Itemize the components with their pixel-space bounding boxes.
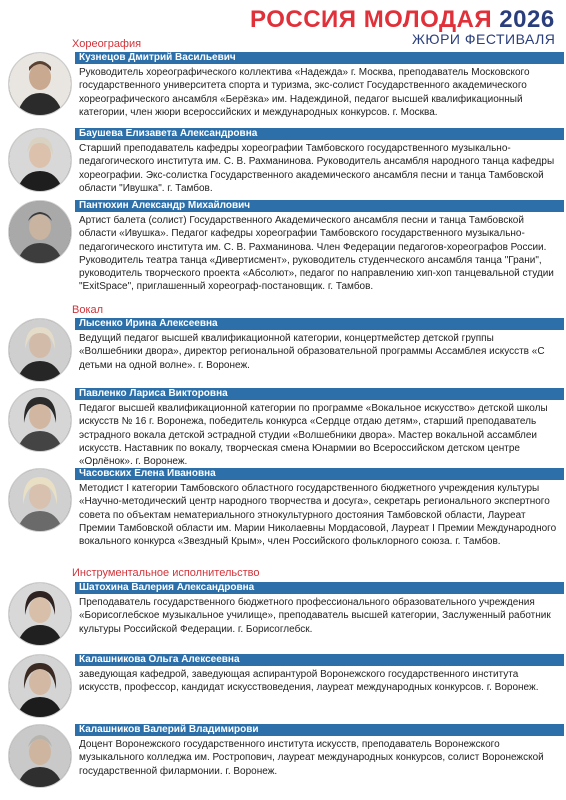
jury-name: Калашникова Ольга Алексеевна (75, 654, 564, 666)
jury-bio: заведующая кафедрой, заведующая аспирантурой Воронежского государственного института искусств, профессор, кандидат искусствоведения, лауреат международных конкурсов. г. Воронеж. (79, 669, 539, 694)
avatar (8, 52, 72, 116)
avatar (8, 318, 72, 382)
jury-card (8, 724, 564, 794)
festival-title (250, 6, 555, 34)
avatar (8, 724, 72, 788)
jury-name: Часовских Елена Ивановна (75, 468, 564, 480)
jury-subtitle: ЖЮРИ ФЕСТИВАЛЯ (412, 31, 556, 47)
festival-year: 2026 (499, 6, 555, 33)
jury-card (8, 52, 564, 128)
jury-bio: Доцент Воронежского государственного института искусств, преподаватель Воронежского музыкального колледжа им. Ростропович, лауреат международных конкурсов, солист Воронежской государственной филармонии. г. Воронеж. (79, 739, 544, 777)
festival-title-text: РОССИЯ МОЛОДАЯ (250, 6, 493, 33)
jury-bio: Педагог высшей квалификационной категории по программе «Вокальное искусство» детской школы искусств № 16 г. Воронежа, победитель конкурса «Сердце отдаю детям», старший преподаватель эстрадного вокала детской эстрадной студии «Волшебники двора». Мастер вокальной ассамблеи искусств. Наставник по вокалу, творческая смена Юнармии во Всероссийском детском центре «Орлёнок». г. Воронеж. (79, 403, 548, 468)
jury-bio: Ведущий педагог высшей квалификационной категории, концертмейстер детской группы «Волшебники двора», директор региональной образовательной программы Ассамблея искусств «С детьми на одной волне». г. Воронеж. (79, 333, 545, 371)
jury-card (8, 582, 564, 654)
jury-bio: Методист I категории Тамбовского областного государственного бюджетного учреждения культуры «Научно-методический центр народного творчества и досуга», секретарь регионального экспертного совета по объектам нематериального этнокультурного достояния Тамбовской области, Лауреат Премии Тамбовской области им. Марии Николаевны Мордасовой, Лауреат I Премии Международного вокального конкурса «Звездный Крым», член Российского фольклорного союза. г. Тамбов. (79, 483, 557, 548)
avatar (8, 468, 72, 532)
avatar (8, 200, 72, 264)
jury-name: Кузнецов Дмитрий Васильевич (75, 52, 564, 64)
jury-card (8, 200, 564, 298)
jury-name: Павленко Лариса Викторовна (75, 388, 564, 400)
section-choreography: Хореография (72, 38, 142, 50)
jury-bio: Артист балета (солист) Государственного Академического ансамбля песни и танца Тамбовской области «Ивушка». Педагог кафедры хореографии Тамбовского государственного музыкально-педагогического института им. С. В. Рахманинова. Член Федерации педагогов-хореографов России. Руководитель театра танца «Дивертисмент», руководитель студенческого ансамбля танца "Грани", руководитель творческого проекта «Абсолют», педагог по направлению хип-хоп танцевальной студии "ExitSpace", приглашенный хореограф-постановщик. г. Тамбов. (79, 215, 554, 293)
avatar (8, 388, 72, 452)
jury-name: Лысенко Ирина Алексеевна (75, 318, 564, 330)
jury-name: Пантюхин Александр Михайлович (75, 200, 564, 212)
jury-name: Калашников Валерий Владимирови (75, 724, 564, 736)
avatar (8, 582, 72, 646)
avatar (8, 654, 72, 718)
jury-card (8, 128, 564, 200)
jury-card (8, 468, 564, 564)
jury-card (8, 318, 564, 388)
jury-name: Баушева Елизавета Александровна (75, 128, 564, 140)
jury-name: Шатохина Валерия Александровна (75, 582, 564, 594)
section-vocal: Вокал (72, 304, 104, 316)
jury-card (8, 654, 564, 724)
jury-bio: Преподаватель государственного бюджетного профессионального образовательного учреждения «Борисоглебское музыкальное училище», преподаватель высшей категории, Заслуженный работник культуры Российской Федерации. г. Борисоглебск. (79, 597, 551, 635)
jury-bio: Старший преподаватель кафедры хореографии Тамбовского государственного музыкально-педагогического института им. С. В. Рахманинова. Руководитель ансамбля народного танца кафедры хореографии. Экс-солистка Государственного академического ансамбля песни и танца Тамбовской области "Ивушка". г. Тамбов. (79, 143, 555, 194)
avatar (8, 128, 72, 192)
jury-card (8, 388, 564, 468)
section-instrumental: Инструментальное исполнительство (72, 567, 260, 579)
jury-bio: Руководитель хореографического коллектива «Надежда» г. Москва, преподаватель Московского государственного университета спорта и туризма, экс-солист Государственного академического хореографического ансамбля «Берёзка» им. Надеждиной, педагог высшей квалификационный категории, член жюри всероссийских и международных конкурсов. г. Москва. (79, 67, 530, 118)
